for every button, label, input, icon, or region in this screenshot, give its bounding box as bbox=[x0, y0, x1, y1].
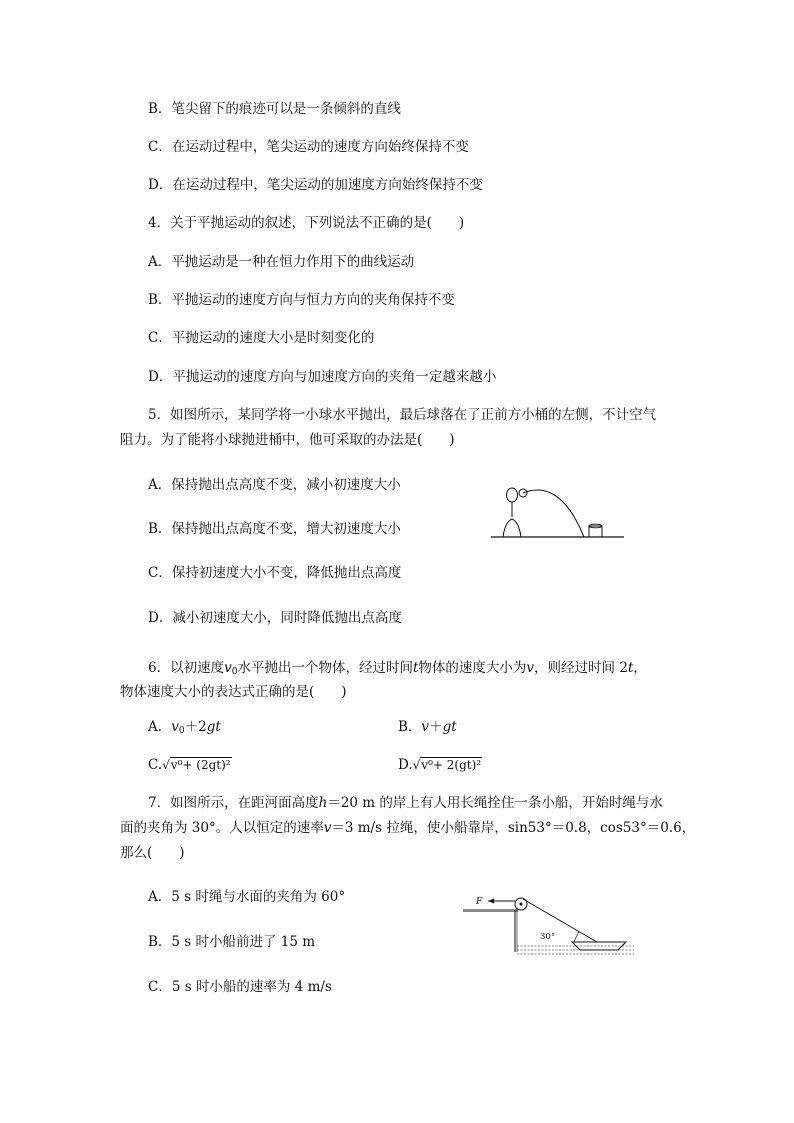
q6-stem-line2: 物体速度大小的表达式正确的是( ) bbox=[120, 684, 347, 700]
q7-option-a: A．5 s 时绳与水面的夹角为 60° bbox=[148, 889, 346, 905]
q6-option-a-gt: gt bbox=[206, 719, 221, 735]
boat-pulley-figure bbox=[460, 892, 635, 957]
q3-option-c: C．在运动过程中，笔尖运动的速度方向始终保持不变 bbox=[148, 139, 469, 155]
q6-stem-a: 6．以初速度 bbox=[148, 660, 225, 676]
throw-figure bbox=[488, 484, 628, 544]
q6-option-b bbox=[398, 718, 457, 736]
q6-v0-sub: 0 bbox=[231, 667, 238, 677]
q7-option-c: C．5 s 时小船的速率为 4 m/s bbox=[148, 979, 332, 995]
q4-option-a: A．平抛运动是一种在恒力作用下的曲线运动 bbox=[148, 254, 415, 270]
q5-option-b: B．保持抛出点高度不变，增大初速度大小 bbox=[148, 521, 401, 537]
q7-v: v bbox=[323, 820, 332, 836]
q6-t: t bbox=[412, 660, 419, 676]
q6-option-b-plus: ＋ bbox=[429, 719, 443, 735]
q6-stem-d: ，则经过时间 2 bbox=[534, 660, 628, 676]
q3-option-b: B．笔尖留下的痕迹可以是一条倾斜的直线 bbox=[148, 101, 401, 117]
q4-option-c: C．平抛运动的速度大小是时刻变化的 bbox=[148, 330, 375, 346]
q7-stem2-a: 面的夹角为 30°。人以恒定的速率 bbox=[120, 820, 324, 836]
q3-option-d: D．在运动过程中，笔尖运动的加速度方向始终保持不变 bbox=[148, 177, 483, 193]
q6-option-d-expr: v⁰+ 2(gt)² bbox=[421, 758, 482, 772]
q6-t2: t bbox=[627, 660, 634, 676]
q6-stem-b: 水平抛出一个物体，经过时间 bbox=[237, 660, 413, 676]
q6-option-a-label: A． bbox=[148, 719, 172, 735]
q7-stem-line2 bbox=[120, 819, 695, 837]
q6-option-d-label: D. bbox=[398, 757, 413, 773]
q6-option-b-v: v bbox=[421, 719, 430, 735]
q6-v0: v bbox=[224, 660, 232, 676]
q6-option-c-expr: v⁰+ (2gt)² bbox=[170, 758, 231, 772]
q7-option-b: B．5 s 时小船前进了 15 m bbox=[148, 934, 316, 950]
q7-stem-a: 7．如图所示，在距河面高度 bbox=[148, 795, 319, 811]
q5-option-d: D．减小初速度大小，同时降低抛出点高度 bbox=[148, 610, 402, 626]
q7-stem-b: ＝20 m 的岸上有人用长绳拴住一条小船，开始时绳与水 bbox=[327, 795, 663, 811]
q5-option-a: A．保持抛出点高度不变，减小初速度大小 bbox=[148, 477, 401, 493]
q5-stem-line2: 阻力。为了能将小球抛进桶中，他可采取的办法是( ) bbox=[120, 432, 455, 448]
q6-stem-line1 bbox=[148, 659, 647, 681]
q6-option-d: D.√v⁰+ 2(gt)² bbox=[398, 757, 482, 773]
q6-option-a-sub: 0 bbox=[178, 726, 185, 736]
q6-stem-c: 物体的速度大小为 bbox=[418, 660, 527, 676]
q6-option-a-v: v bbox=[171, 719, 179, 735]
q5-stem-line1: 5．如图所示，某同学将一小球水平抛出，最后球落在了正前方小桶的左侧，不计空气 bbox=[148, 407, 657, 423]
q6-option-c: C.√v⁰+ (2gt)² bbox=[148, 757, 231, 773]
q4-stem: 4．关于平抛运动的叙述，下列说法不正确的是( ) bbox=[148, 215, 465, 231]
q6-stem-e: ， bbox=[633, 660, 647, 676]
q7-stem-line1 bbox=[148, 794, 663, 812]
force-label: F bbox=[476, 897, 483, 907]
q4-option-d: D．平抛运动的速度方向与加速度方向的夹角一定越来越小 bbox=[148, 369, 497, 385]
angle-label: 30° bbox=[540, 932, 556, 942]
q7-stem-line3: 那么( ) bbox=[120, 845, 185, 861]
q6-option-a-plus: ＋2 bbox=[184, 719, 207, 735]
q5-option-c: C．保持初速度大小不变，降低抛出点高度 bbox=[148, 565, 402, 581]
q7-h: h bbox=[318, 795, 328, 811]
q7-stem2-b: ＝3 m/s 拉绳，使小船靠岸，sin53°＝0.8，cos53°＝0.6， bbox=[331, 820, 696, 836]
q6-option-b-gt: gt bbox=[442, 719, 457, 735]
q6-v: v bbox=[526, 660, 535, 676]
q4-option-b: B．平抛运动的速度方向与恒力方向的夹角保持不变 bbox=[148, 292, 455, 308]
q6-option-b-label: B． bbox=[398, 719, 422, 735]
q6-option-c-label: C. bbox=[148, 757, 163, 773]
q6-option-a bbox=[148, 718, 221, 740]
